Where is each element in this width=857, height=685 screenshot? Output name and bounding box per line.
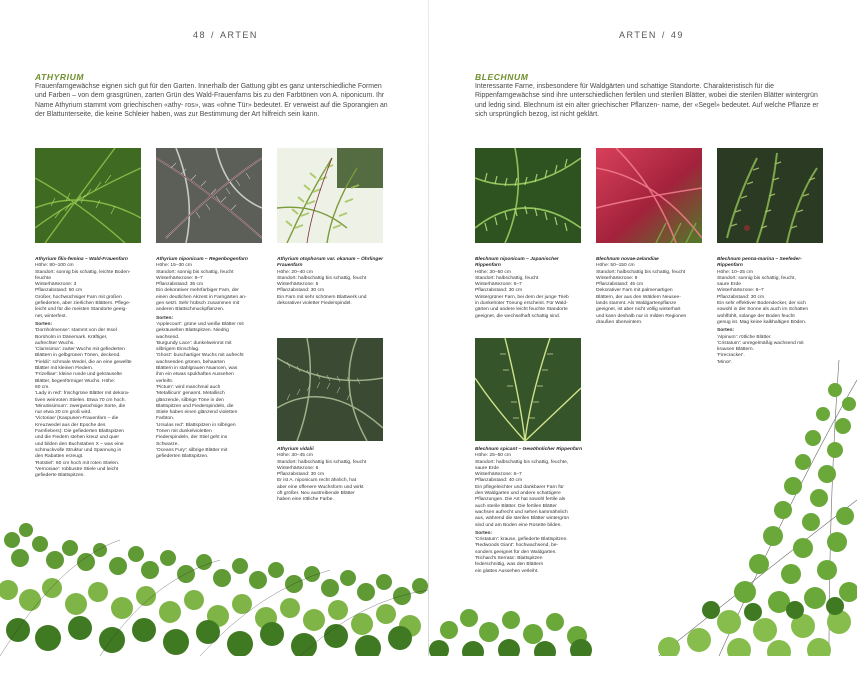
entry-athyrium-filix-femina: Athyrium filix-femina – Wald-Frauenfarn Höhe: 80–100 cm Standort: sonnig bis schattig, leichte Boden- feuchte Winterhärtezone: 3 Pflanzabstand: 50 cm Großer, hochwüchsiger Farn mit großen gefiederten, aber zierlichen Blättern. Pflege- leicht und für die meisten Standorte geeig- net, winterfest. Sorten: 'Dornholmense': stammt von der Insel Bornholm in Dänemark. Kräftiger, aufrechter Wuchs. 'Clarissima': zarter Wuchs mit gefiederten Blättern in gelbgrünen Tönen, deckend. 'Fieldii': schmale Wedel, die an eine gewellte Blätter mit kleinen Fiedern. 'Frizelliae': kleine runde und gekräuselte Blätter, begenförmiger Wuchs. Höhe: 60 cm. 'Lady in red': frischgrüne Blätter mit dekora- tiven weinroten Stielen. Etwa 70 cm hoch. 'Minutissimum': zwergwüchsige Sorte, die nur etwa 20 cm groß wird. 'Victoriae' (Kaspunen-Frauenfarn – die Kreuzwedel aus der Epoche des Farnfiebers): Die gefiederten Blattspitzen und die Fiedern stehen kreuz und quer und bilden den Buchstaben X – was eine schmuckvolle Struktur und Spannung in den Rabatten erzeugt. 'Rotstiel': 60 cm hoch mit roten Stielen. 'Vernoniae': robbustre Stiele und leicht gefiederte Blattspitzen.	[35, 257, 132, 479]
genus-title-blechnum: BLECHNUM	[475, 72, 529, 82]
maidenhair-fern-foliage-left	[0, 500, 428, 656]
entry-blechnum-niponicum: Blechnum niponicum – Japanischer Rippenfarn Höhe: 30–50 cm Standort: halbschattig, feucht Winterhärtezone: 6–7 Pflanzabstand: 30 cm Wintergrüner Farn, bei dem der junge Trieb in dunkelroter Tönung erscheint. Für Wald- gärten und andere leicht feuchte Standorte geeignet, die wechselhaft schattig sind.	[475, 257, 569, 319]
page-bottom-margin	[0, 656, 857, 685]
maidenhair-fern-foliage-right	[599, 360, 857, 656]
photo-blechnum-spicant	[475, 338, 581, 441]
folio-right: ARTEN / 49	[619, 30, 684, 40]
entry-athyrium-vidalii: Athyrium vidalii Höhe: 30–45 cm Standort: halbschattig bis schattig, feucht Winterhärtezone: 6 Pflanzabstand: 30 cm Er ist A. niponicum recht ähnlich, hat aber eine offenere Wuchsform und wirkt oft größer. Neu austreibende Blätter haben eine rötliche Farbe.	[277, 447, 367, 503]
photo-blechnum-novae-zelandiae	[596, 148, 702, 243]
page-number-left: 48	[193, 30, 207, 40]
entry-blechnum-novae-zelandiae: Blechnum novae-zelandiae Höhe: 50–150 cm Standort: halbschattig bis schattig, feucht Winterhärtezone: 9 Pflanzabstand: 45 cm Dekorativer Farn mit palmenartigen Blättern, der aus den Wäldern Neusee- lands stammt. Als Waldgartenpflanze geeignet, ist aber nicht völlig winterhart und kann deshalb nur in milden Regionen draußen überwintern.	[596, 257, 687, 325]
page-number-right: 49	[670, 30, 684, 40]
photo-athyrium-niponicum	[156, 148, 262, 243]
left-page	[0, 0, 428, 656]
folio-left: 48 / ARTEN	[193, 30, 258, 40]
running-head-left: ARTEN	[220, 30, 258, 40]
photo-athyrium-vidalii	[277, 338, 383, 441]
entry-blechnum-penna-marina: Blechnum penna-marina – Seefeder-Rippenfarn Höhe: 10–25 cm Standort: sonnig bis schattig, feucht, saure Erde Winterhärtezone: 6–7 Pflanzabstand: 30 cm Ein sehr effektiver Bodendecker, der sich sowohl in der Sonne als auch im Schatten wohlfühlt, solange der Boden feucht genug ist. Mag keine kalkhaltigen Böden. Sorten: 'Alpinum': rötliche Blätter. 'Cristatum': unregelmäßig wachsend mit krausen Blättern. 'Firecracker'. 'Minor'.	[717, 257, 809, 365]
photo-athyrium-otophorum	[277, 148, 383, 243]
photo-blechnum-niponicum	[475, 148, 581, 243]
photo-athyrium-filix-femina	[35, 148, 141, 243]
entry-athyrium-otophorum: Athyrium otophorum var. okanum – Öhrlinger Frauenfarn Höhe: 20–40 cm Standort: halbschattig bis schattig, feucht Winterhärtezone: 5 Pflanzabstand: 30 cm Ein Farn mit sehr schönem Blattwerk und dekorativer violetter Fiederspindel.	[277, 257, 383, 307]
genus-title-athyrium: ATHYRIUM	[35, 72, 85, 82]
photo-blechnum-penna-marina	[717, 148, 823, 243]
entry-blechnum-spicant: Blechnum spicant – Gewöhnlicher Rippenfarn Höhe: 25–50 cm Standort: halbschattig bis schattig, feuchte, saure Erde Winterhärtezone: 6–7 Pflanzabstand: 40 cm Ein pflegeleichter und dankbarer Farn für den Waldgarten und andere schattigere Pflanzungen. Die Art hat sowohl fertile als auch sterile Blätter. Die fertilen Blätter wachsen aufrecht und sehen kammähnlich aus, während die sterilen Blätter wintergrün sind und am Boden eine Rosette bilden. Sorten: 'Cristatum': krause, gefiederte Blattspitzen. 'Redwoods Giant': hochwachsend, be- sonders geeignet für den Waldgarten. 'Richard's Serrata': Blattspitzen federschnittig, was den Blättern ein glattes Aussehen verleiht.	[475, 447, 583, 574]
intro-blechnum: Interessante Farne, insbesondere für Waldgärten und schattige Standorte. Charakteristisch für die Rippenfarngewächse sind ihre unterschiedlichen fertilen und sterilen Blätter, wobei die sterilen Blätter wintergrün und ledrig sind. Blechnum ist ein alter griechischer Pflanzen- name, der «Segel» bedeutet. Auf welche Pflanze er sich ursprünglich bezog, ist nicht geklärt.	[475, 83, 819, 118]
intro-athyrium: Frauenfarngewächse eignen sich gut für den Garten. Innerhalb der Gattung gibt es ganz unterschiedliche Formen und Farben – von dem grasgrünen, zarten Grün des Wald-Frauenfarns bis zu den Farbtönen von A. niponicum. Ihr Name Athyrium stammt vom griechischen «athy- ros», was «ohne Tür» bedeutet. Er verweist auf die Sporangien an der Blattunterseite, die keine Schleier haben, was zur Bestimmung der Art hilfreich sein kann.	[35, 83, 388, 118]
entry-athyrium-niponicum: Athyrium niponicum – Regenbogenfarn Höhe: 15–30 cm Standort: sonnig bis schattig, feucht Winterhärtezone: 6–7 Pflanzabstand: 35 cm Ein dekorativer mehrfarbiger Farn, der einen deutlichen Akzent in Farngärten an- gen setzt. Sehr hübsch zusammen mit anderen Blattschmuckpflanzen. Sorten: 'Applecourt': grüne und weiße Blätter mit gekräuselten Blattspitzen. Niedrig wachsend. 'Burgundy Lace': dunkelweinrot mit silbrigem Einschlag. 'Ghost': buschartiger Wuchs mit aufrecht wachsenden grünen, behaarten Blättern in stahlgrauen Nuancen, was ihm ein etwas spukhaftes Aussehen verleiht. 'Pictum': wird manchmal auch 'Metallicum' genannt. Metallisch glänzende, silbrige Töne in den Blattspitzen und Fiederspindeln, die Stiele haben einen glänzend violetten Farbton. 'Ursulas red': Blattspitzen in silbrigen Tönen mit dunkelvioletten Fiederspindeln, der Stiel geht ins Schwarze. 'Oceans Fury': silbrige Blätter mit gefiederten Blattspitzen.	[156, 257, 248, 460]
running-head-right: ARTEN	[619, 30, 657, 40]
right-page	[429, 0, 857, 656]
